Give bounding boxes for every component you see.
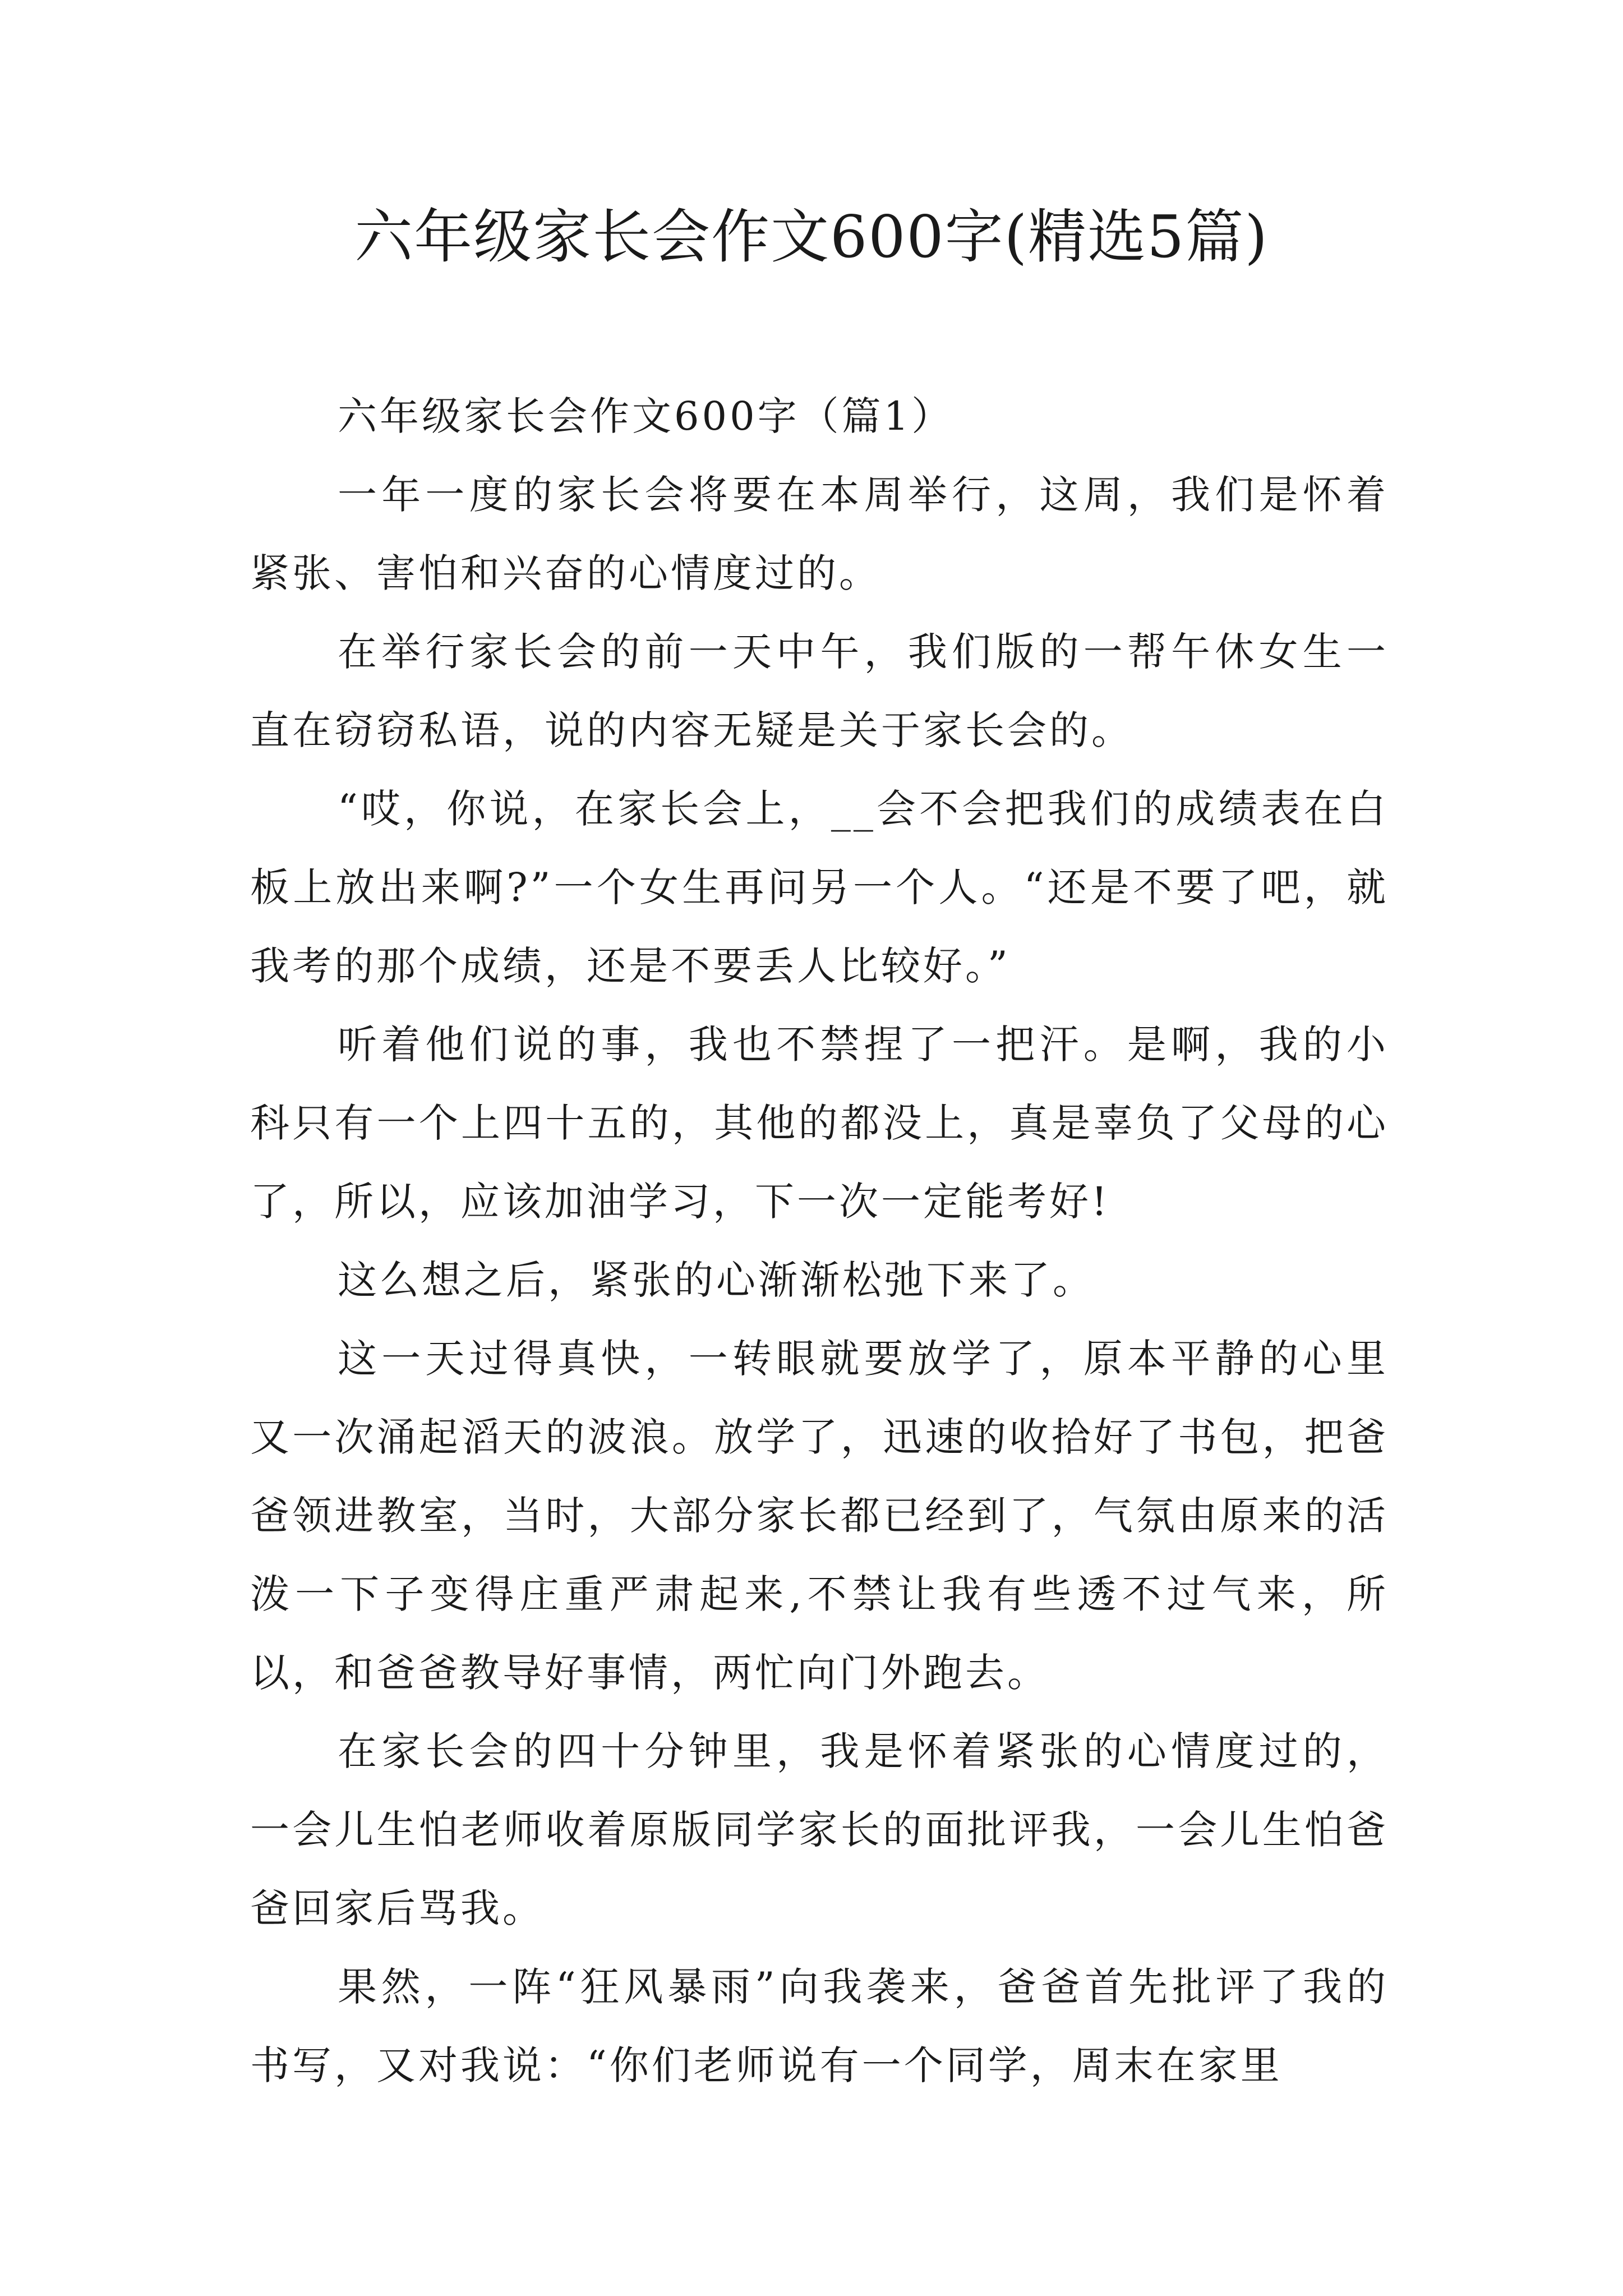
paragraph: 这一天过得真快，一转眼就要放学了，原本平静的心里又一次涌起滔天的波浪。放学了，迅速的收拾好了书包，把爸爸领进教室，当时，大部分家长都已经到了，气氛由原来的活泼一下子变得庄重严肃起来,不禁让我有些透不过气来，所以，和爸爸教导好事情，两忙向门外跑去。: [250, 1336, 1389, 1696]
paragraph: 一年一度的家长会将要在本周举行，这周，我们是怀着紧张、害怕和兴奋的心情度过的。: [250, 472, 1389, 596]
document-title: 六年级家长会作文600字(精选5篇): [354, 203, 1269, 271]
paragraph: 果然，一阵“狂风暴雨”向我袭来，爸爸首先批评了我的书写，又对我说：“你们老师说有一个同学，周末在家里: [250, 1964, 1389, 2088]
document-body: [250, 377, 1389, 2105]
section-heading: 六年级家长会作文600字（篇1）: [338, 393, 954, 439]
paragraph: “哎，你说，在家长会上，__会不会把我们的成绩表在白板上放出来啊?”一个女生再问另一个人。“还是不要了吧，就我考的那个成绩，还是不要丢人比较好。”: [250, 786, 1389, 989]
paragraph: 在家长会的四十分钟里，我是怀着紧张的心情度过的，一会儿生怕老师收着原版同学家长的面批评我，一会儿生怕爸爸回家后骂我。: [250, 1728, 1389, 1931]
paragraph: 在举行家长会的前一天中午，我们版的一帮午休女生一直在窃窃私语，说的内容无疑是关于家长会的。: [250, 629, 1389, 753]
paragraph: 听着他们说的事，我也不禁捏了一把汗。是啊，我的小科只有一个上四十五的，其他的都没上，真是辜负了父母的心了，所以，应该加油学习，下一次一定能考好!: [250, 1022, 1389, 1225]
paragraph: 这么想之后，紧张的心渐渐松弛下来了。: [338, 1257, 1095, 1303]
